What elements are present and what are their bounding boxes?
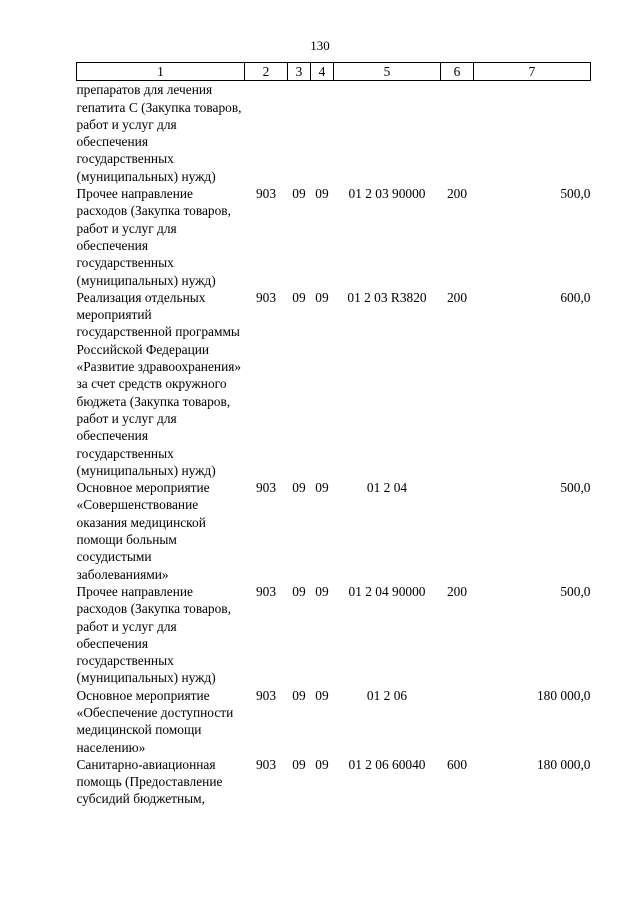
row-name: Реализация отдельных мероприятий государственной программы Российской Федерации «Развитие здравоохранения» за счет средств окружного бюджета (Закупка товаров, работ и услуг для обеспечения государственных (муниципальных) нужд) (76, 289, 242, 478)
header-col-2: 2 (245, 63, 288, 81)
row-admin-code: 903 (255, 186, 277, 202)
header-row (77, 63, 591, 81)
row-section: 09 (292, 186, 306, 202)
row-subsection (311, 81, 334, 185)
row-name: Прочее направление расходов (Закупка товаров, работ и услуг для обеспечения государственных (муниципальных) нужд) (76, 583, 231, 686)
row-subsection: 09 (315, 583, 329, 599)
header-col-6: 6 (441, 63, 474, 81)
row-expense-type (441, 81, 474, 185)
row-expense-type: 200 (446, 186, 468, 202)
row-section: 09 (292, 756, 306, 772)
row-target-article: 01 2 04 (366, 480, 408, 496)
row-target-article: 01 2 04 90000 (348, 583, 426, 599)
row-amount: 180 000,0 (536, 687, 591, 703)
row-amount (474, 81, 591, 185)
table-row (77, 687, 591, 756)
row-admin-code (245, 81, 288, 185)
table-row (77, 479, 591, 583)
row-admin-code: 903 (255, 687, 277, 703)
row-subsection: 09 (315, 186, 329, 202)
table-row (77, 583, 591, 687)
row-name: Санитарно-авиационная помощь (Предоставление субсидий бюджетным, (76, 756, 223, 807)
budget-table (76, 62, 591, 808)
row-section: 09 (292, 583, 306, 599)
row-target-article: 01 2 06 60040 (348, 756, 426, 772)
table-row (77, 185, 591, 289)
row-admin-code: 903 (255, 289, 277, 305)
row-name: Прочее направление расходов (Закупка товаров, работ и услуг для обеспечения государственных (муниципальных) нужд) (76, 186, 231, 288)
row-amount: 600,0 (560, 289, 591, 305)
row-section (288, 81, 311, 185)
row-expense-type: 200 (446, 583, 468, 599)
header-col-3: 3 (288, 63, 311, 81)
row-admin-code: 903 (255, 756, 277, 772)
page-number: 130 (310, 38, 330, 53)
row-target-article: 01 2 03 R3820 (347, 289, 427, 305)
row-subsection: 09 (315, 687, 329, 703)
header-col-1: 1 (77, 63, 245, 81)
row-subsection: 09 (315, 289, 329, 305)
row-target-article: 01 2 03 90000 (348, 186, 426, 202)
header-col-5: 5 (334, 63, 441, 81)
row-target-article: 01 2 06 (366, 687, 408, 703)
row-name: Основное мероприятие «Совершенствование оказания медицинской помощи больным сосудистыми заболеваниями» (76, 480, 210, 582)
row-section: 09 (292, 480, 306, 496)
row-section: 09 (292, 687, 306, 703)
table-row (77, 289, 591, 479)
row-expense-type: 200 (446, 289, 468, 305)
row-admin-code: 903 (255, 583, 277, 599)
row-subsection: 09 (315, 480, 329, 496)
row-name: Основное мероприятие «Обеспечение доступности медицинской помощи населению» (76, 687, 234, 755)
row-expense-type (441, 687, 474, 756)
row-amount: 500,0 (560, 480, 591, 496)
header-col-7: 7 (474, 63, 591, 81)
row-target-article (334, 81, 441, 185)
row-admin-code: 903 (255, 480, 277, 496)
row-amount: 180 000,0 (536, 756, 591, 772)
row-amount: 500,0 (560, 583, 591, 599)
row-section: 09 (292, 289, 306, 305)
row-expense-type: 600 (446, 756, 468, 772)
table-row (77, 756, 591, 808)
row-name: препаратов для лечения гепатита С (Закупка товаров, работ и услуг для обеспечения государственных (муниципальных) нужд) (76, 82, 242, 184)
row-subsection: 09 (315, 756, 329, 772)
header-col-4: 4 (311, 63, 334, 81)
row-expense-type (441, 479, 474, 583)
table-row (77, 81, 591, 185)
row-amount: 500,0 (560, 186, 591, 202)
